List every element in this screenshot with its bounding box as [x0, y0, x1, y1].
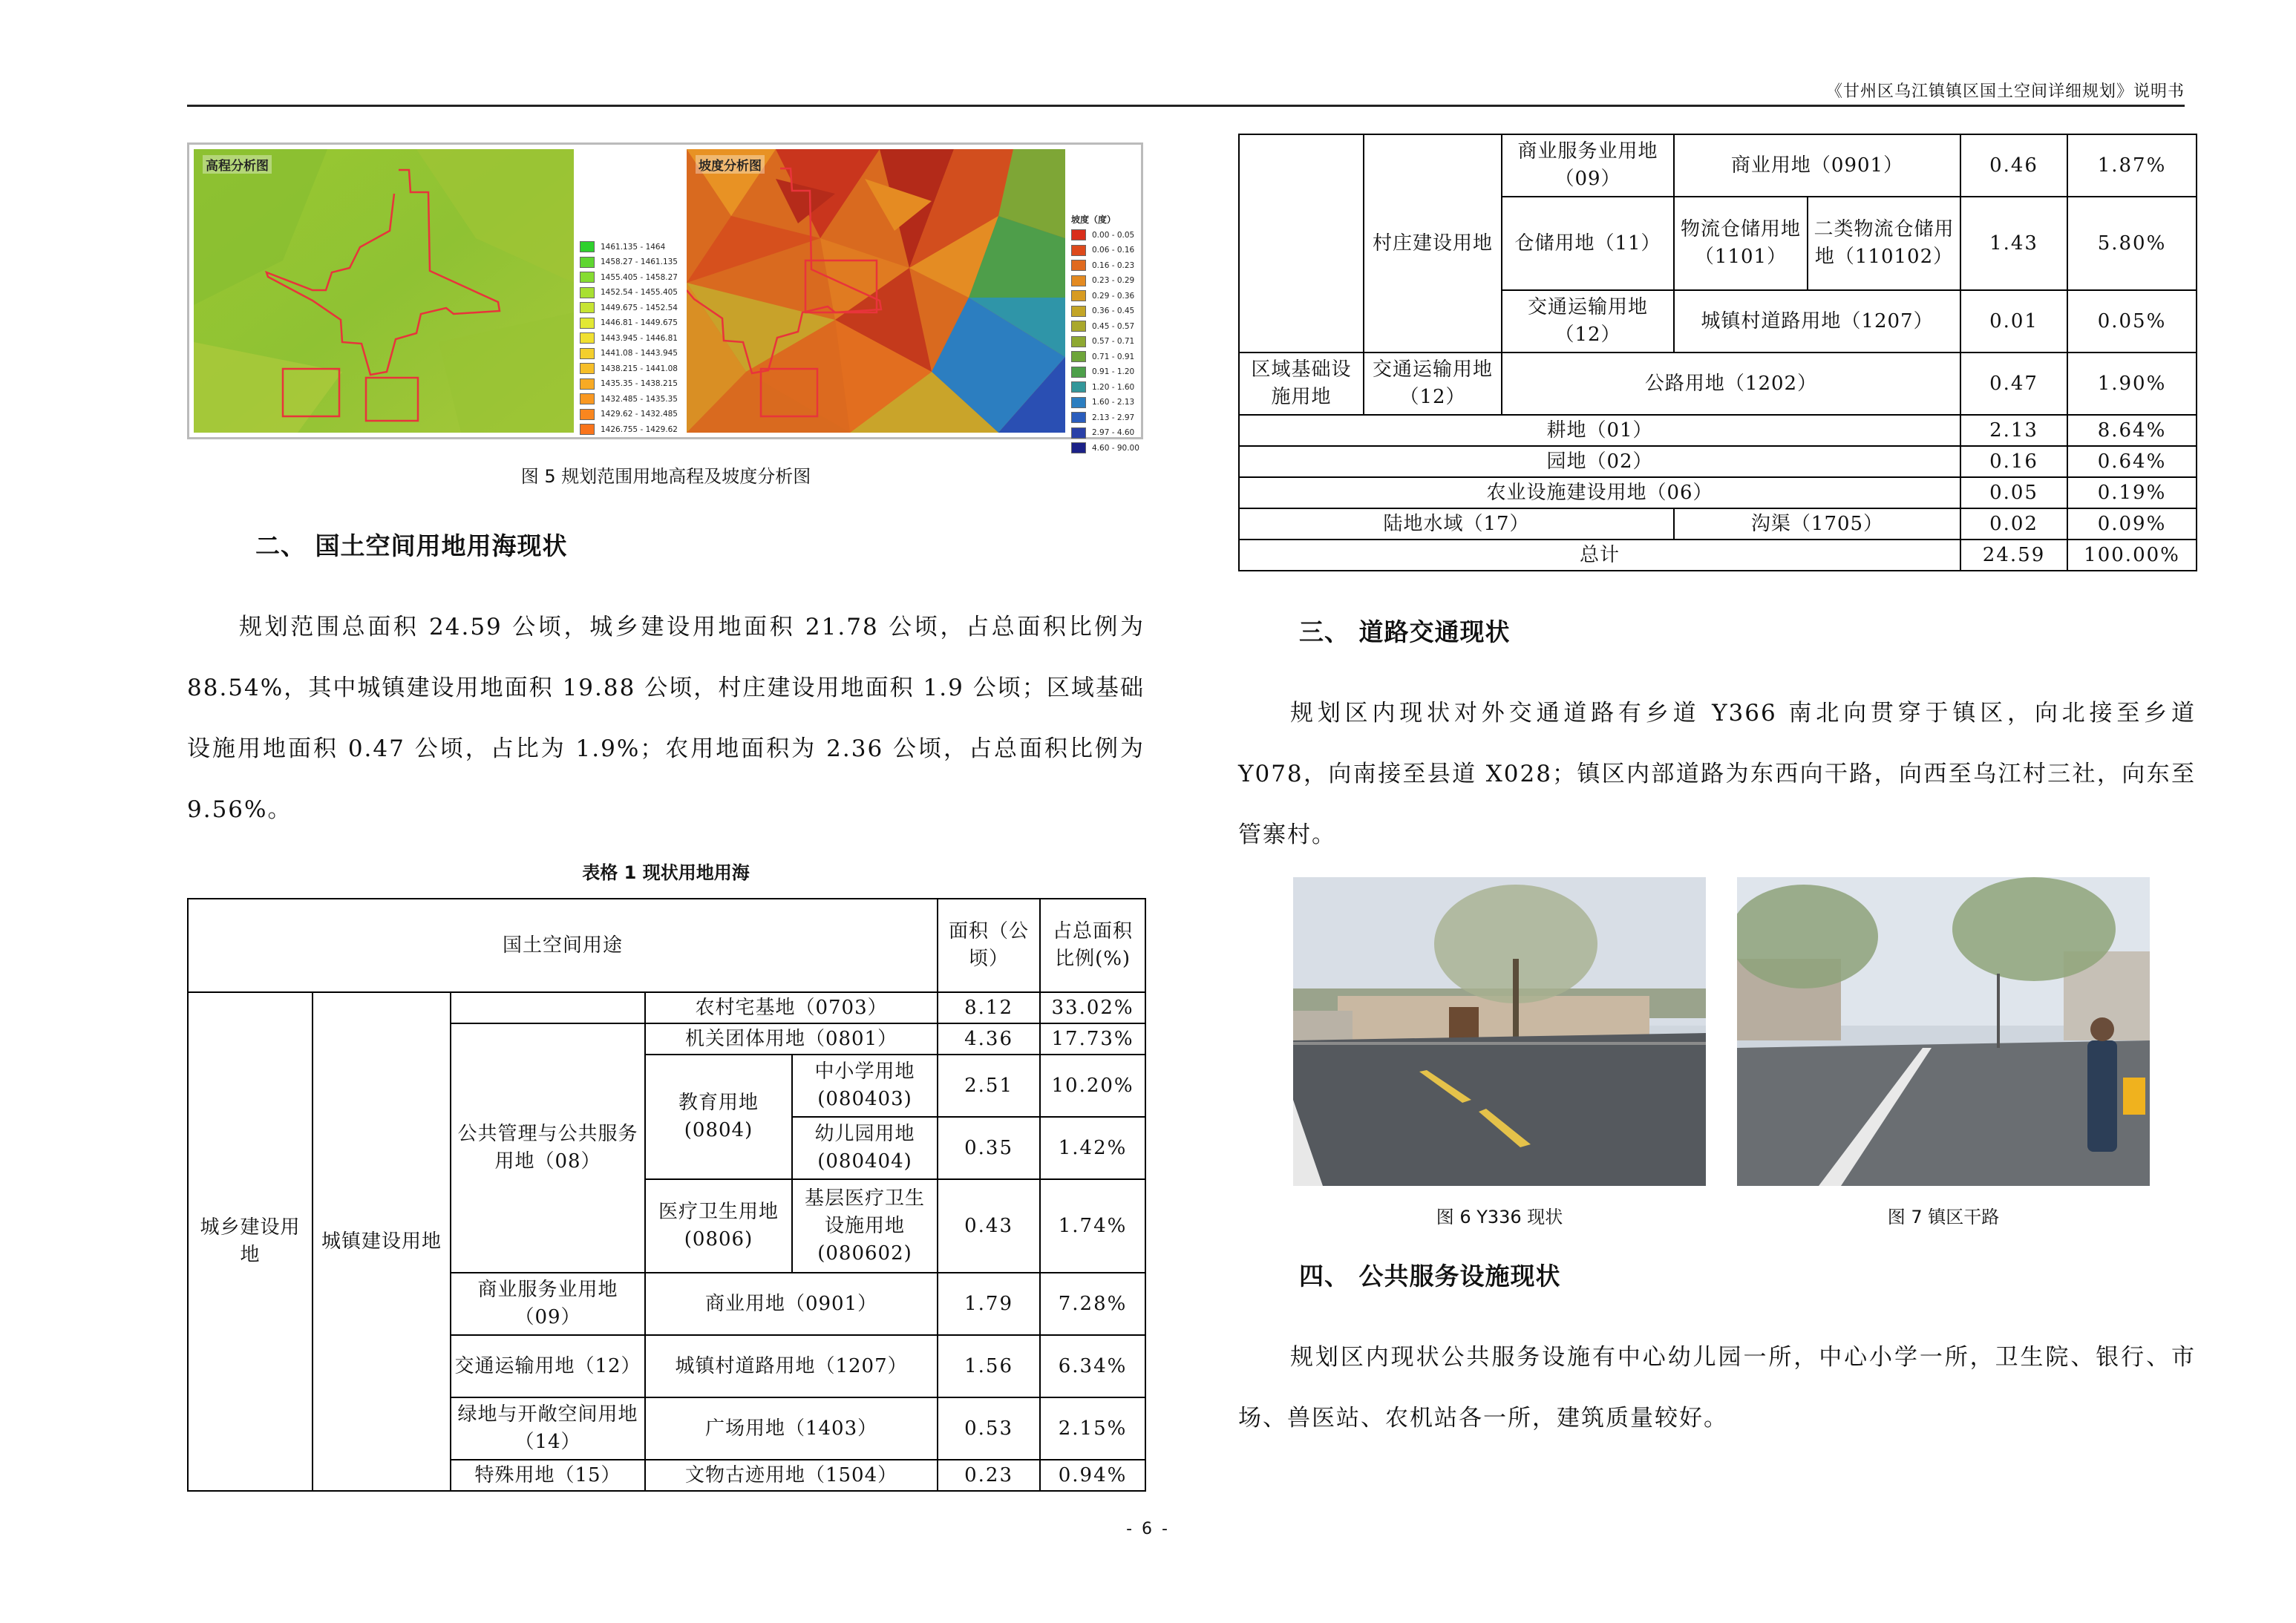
elevation-legend-range: 1432.485 - 1435.35	[601, 394, 678, 404]
elevation-legend-swatch	[580, 318, 595, 329]
elevation-legend-swatch	[580, 272, 595, 283]
elevation-legend-item	[580, 270, 678, 284]
cat-town: 城镇建设用地	[313, 992, 451, 1491]
slope-legend-swatch	[1071, 260, 1086, 271]
land-use-table-right	[1238, 134, 2197, 571]
elevation-legend-item	[580, 286, 678, 300]
slope-legend-item	[1071, 274, 1139, 288]
header-ratio: 占总面积比例(%)	[1040, 899, 1145, 992]
slope-legend-range: 1.60 - 2.13	[1092, 398, 1135, 407]
section-4-paragraph: 规划区内现状公共服务设施有中心幼儿园一所，中心小学一所，卫生院、银行、市场、兽医站、农机站各一所，建筑质量较好。	[1238, 1344, 2196, 1432]
section-2-paragraph: 规划范围总面积 24.59 公顷，城乡建设用地面积 21.78 公顷，占总面积比例为 88.54%，其中城镇建设用地面积 19.88 公顷，村庄建设用地面积 1.9 公顷；区域基础设施用地面积 0.47 公顷，占比为 1.9%；农用地面积为 2.36 公顷，占总面积比例为 9.56%。	[187, 614, 1145, 823]
table-row: 区域基础设施用地 交通运输用地（12） 公路用地（1202） 0.47 1.90%	[1239, 353, 2197, 415]
elevation-legend-item	[580, 240, 678, 254]
table-row: 绿地与开敞空间用地（14） 广场用地（1403） 0.53 2.15%	[188, 1397, 1145, 1460]
table-row: 园地（02） 0.16 0.64%	[1239, 446, 2197, 477]
figure-6-caption: 图 6 Y336 现状	[1436, 1207, 1563, 1227]
slope-legend-swatch	[1071, 427, 1086, 439]
slope-legend-range: 0.57 - 0.71	[1092, 337, 1135, 346]
cat-urban-rural: 城乡建设用地	[188, 992, 313, 1491]
elevation-legend-item	[580, 407, 678, 422]
slope-legend-item	[1071, 441, 1139, 455]
table-row: 仓储用地（11） 物流仓储用地（1101） 二类物流仓储用地（110102） 1.43 5.80%	[1239, 197, 2197, 290]
header-land-use: 国土空间用途	[188, 899, 938, 992]
slope-legend-item	[1071, 410, 1139, 424]
section-2-title: 二、 国土空间用地用海现状	[255, 531, 568, 560]
elevation-legend-item	[580, 347, 678, 361]
elevation-legend-range: 1449.675 - 1452.54	[601, 303, 678, 312]
elevation-legend-range: 1461.135 - 1464	[601, 242, 666, 252]
table-row: 幼儿园用地(080404) 0.35 1.42%	[188, 1117, 1145, 1148]
slope-legend-range: 0.23 - 0.29	[1092, 276, 1135, 285]
elevation-legend-swatch	[580, 241, 595, 252]
table-row: 教育用地(0804) 中小学用地(080403) 2.51 10.20%	[188, 1055, 1145, 1086]
elevation-legend-swatch	[580, 332, 595, 344]
elevation-map-label: 高程分析图	[203, 155, 272, 174]
elevation-legend-range: 1438.215 - 1441.08	[601, 364, 678, 373]
table-row: 特殊用地（15） 文物古迹用地（1504） 0.23 0.94%	[188, 1460, 1145, 1491]
slope-legend-range: 0.71 - 0.91	[1092, 352, 1135, 361]
slope-map-label: 坡度分析图	[696, 155, 765, 174]
slope-legend-range: 1.20 - 1.60	[1092, 382, 1135, 392]
slope-legend-swatch	[1071, 412, 1086, 423]
table-row: 医疗卫生用地(0806) 基层医疗卫生设施用地(080602) 0.43 1.74%	[188, 1179, 1145, 1273]
slope-legend-item	[1071, 350, 1139, 364]
section-3-title: 三、 道路交通现状	[1299, 617, 1511, 646]
slope-legend-swatch	[1071, 442, 1086, 453]
elevation-legend-item	[580, 422, 678, 436]
running-header	[187, 77, 2185, 107]
photo-town-road	[1737, 877, 2150, 1186]
slope-legend-item	[1071, 426, 1139, 440]
table-1-title: 表格 1 现状用地用海	[582, 862, 750, 883]
slope-legend-swatch	[1071, 275, 1086, 286]
slope-legend-item	[1071, 380, 1139, 394]
slope-legend-item	[1071, 258, 1139, 272]
elevation-map-graphic	[194, 149, 574, 433]
slope-legend-swatch	[1071, 306, 1086, 317]
elevation-legend-swatch	[580, 409, 595, 420]
table-row: 交通运输用地（12） 城镇村道路用地（1207） 1.56 6.34%	[188, 1335, 1145, 1397]
elevation-legend-range: 1446.81 - 1449.675	[601, 318, 678, 327]
slope-legend-item	[1071, 365, 1139, 379]
slope-legend-range: 0.29 - 0.36	[1092, 291, 1135, 301]
elevation-legend-item	[580, 392, 678, 406]
cat-public-service: 公共管理与公共服务用地（08）	[451, 1023, 645, 1273]
slope-legend-swatch	[1071, 381, 1086, 393]
slope-legend-swatch	[1071, 351, 1086, 362]
right-column	[1238, 134, 2196, 1492]
slope-map	[687, 149, 1065, 433]
table-row: 公共管理与公共服务用地（08） 机关团体用地（0801） 4.36 17.73%	[188, 1023, 1145, 1055]
elevation-legend-item	[580, 301, 678, 315]
slope-legend-range: 0.16 - 0.23	[1092, 260, 1135, 270]
photo-town-road-graphic	[1737, 877, 2150, 1186]
slope-legend-swatch	[1071, 229, 1086, 240]
page-number: - 6 -	[1126, 1520, 1170, 1538]
elevation-legend-range: 1441.08 - 1443.945	[601, 349, 678, 358]
slope-legend	[1071, 213, 1139, 456]
elevation-legend-range: 1458.27 - 1461.135	[601, 258, 678, 266]
elevation-legend-item	[580, 361, 678, 376]
slope-legend-item	[1071, 289, 1139, 303]
header-area: 面积（公顷）	[938, 899, 1040, 992]
figure-7-caption: 图 7 镇区干路	[1887, 1207, 2000, 1227]
elevation-legend-swatch	[580, 287, 595, 298]
slope-legend-swatch	[1071, 336, 1086, 347]
slope-map-graphic	[687, 149, 1065, 433]
document-title: 《甘州区乌江镇镇区国土空间详细规划》说明书	[1825, 82, 2185, 101]
slope-legend-range: 0.06 - 0.16	[1092, 246, 1135, 255]
slope-legend-range: 2.13 - 2.97	[1092, 413, 1135, 422]
elevation-legend-swatch	[580, 424, 595, 435]
land-use-table-left	[187, 898, 1146, 1492]
section-4-title: 四、 公共服务设施现状	[1299, 1262, 1561, 1291]
elevation-legend-range: 1455.405 - 1458.27	[601, 272, 678, 282]
table-row: 交通运输用地（12） 城镇村道路用地（1207） 0.01 0.05%	[1239, 290, 2197, 353]
elevation-legend-item	[580, 316, 678, 330]
slope-legend-range: 2.97 - 4.60	[1092, 428, 1135, 437]
figure-5-analysis-maps	[187, 142, 1143, 453]
slope-legend-swatch	[1071, 321, 1086, 332]
table-row: 村庄建设用地 商业服务业用地（09） 商业用地（0901） 0.46 1.87%	[1239, 134, 2197, 197]
slope-legend-swatch	[1071, 397, 1086, 408]
slope-legend-range: 0.00 - 0.05	[1092, 230, 1135, 240]
elevation-legend-swatch	[580, 302, 595, 313]
photo-y336-road	[1293, 877, 1706, 1186]
slope-legend-range: 0.45 - 0.57	[1092, 321, 1135, 331]
table-row: 陆地水域（17） 沟渠（1705） 0.02 0.09%	[1239, 508, 2197, 540]
elevation-legend-range: 1443.945 - 1446.81	[601, 333, 678, 343]
elevation-legend-item	[580, 331, 678, 345]
slope-legend-item	[1071, 228, 1139, 242]
elevation-legend-item	[580, 255, 678, 269]
table-total-row: 总计 24.59 100.00%	[1239, 540, 2197, 571]
elevation-legend-item	[580, 377, 678, 391]
table-row: 商业服务业用地（09） 商业用地（0901） 1.79 7.28%	[188, 1273, 1145, 1335]
elevation-legend	[580, 240, 678, 438]
elevation-legend-range: 1429.62 - 1432.485	[601, 410, 678, 419]
slope-legend-swatch	[1071, 290, 1086, 301]
slope-legend-range: 4.60 - 90.00	[1092, 443, 1139, 453]
elevation-legend-swatch	[580, 363, 595, 374]
elevation-legend-range: 1452.54 - 1455.405	[601, 288, 678, 297]
slope-legend-item	[1071, 243, 1139, 258]
table-row: 农业设施建设用地（06） 0.05 0.19%	[1239, 477, 2197, 508]
slope-legend-range: 0.91 - 1.20	[1092, 367, 1135, 376]
elevation-legend-swatch	[580, 378, 595, 390]
elevation-legend-range: 1426.755 - 1429.62	[601, 424, 678, 434]
elevation-legend-swatch	[580, 348, 595, 359]
table-header-row	[188, 899, 1145, 992]
slope-legend-item	[1071, 396, 1139, 410]
table-row: 城乡建设用地 城镇建设用地 农村宅基地（0703） 8.12 33.02%	[188, 992, 1145, 1023]
left-column	[187, 134, 1145, 1492]
elevation-map	[194, 149, 574, 433]
elevation-legend-swatch	[580, 257, 595, 268]
slope-legend-swatch	[1071, 367, 1086, 378]
slope-legend-title: 坡度（度）	[1071, 214, 1116, 225]
elevation-legend-swatch	[580, 393, 595, 404]
slope-legend-item	[1071, 304, 1139, 318]
slope-legend-item	[1071, 319, 1139, 333]
slope-legend-item	[1071, 335, 1139, 349]
slope-legend-swatch	[1071, 245, 1086, 256]
photo-y336-graphic	[1293, 877, 1706, 1186]
elevation-legend-range: 1435.35 - 1438.215	[601, 379, 678, 388]
figure-5-caption: 图 5 规划范围用地高程及坡度分析图	[520, 466, 811, 487]
cat-village: 村庄建设用地	[1364, 134, 1502, 353]
slope-legend-range: 0.36 - 0.45	[1092, 306, 1135, 315]
table-row: 耕地（01） 2.13 8.64%	[1239, 415, 2197, 446]
section-3-paragraph: 规划区内现状对外交通道路有乡道 Y366 南北向贯穿于镇区，向北接至乡道 Y078，向南接至县道 X028；镇区内部道路为东西向干路，向西至乌江村三社，向东至管寨村。	[1238, 700, 2196, 848]
